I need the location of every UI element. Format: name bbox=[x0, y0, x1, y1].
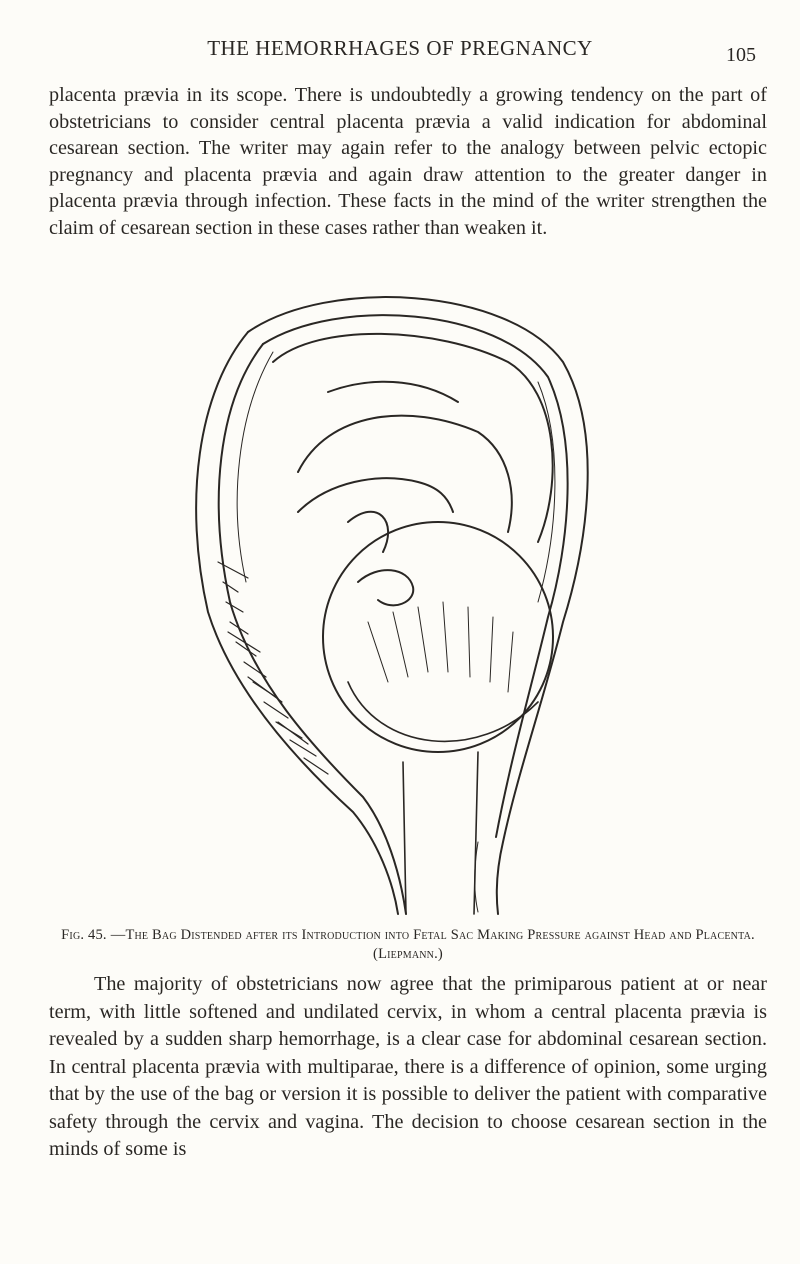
paragraph-bottom: The majority of obstetricians now agree that the primiparous patient at or near term, with little softened and undilated cervix, in whom a central placenta prævia is revealed by a sudden sharp hemorrhage, is a clear case for abdominal cesarean section. In central placenta prævia with multiparae, there is a difference of opinion, some urging that by the use of the bag or version it is possible to deliver the patient with comparative safety through the cervix and vagina. The decision to choose cesarean section in the minds of some is bbox=[49, 973, 767, 1160]
figure-label: Fig. 45. bbox=[61, 927, 107, 943]
fetus-body bbox=[273, 334, 553, 752]
figure-illustration bbox=[178, 282, 618, 922]
running-head: THE HEMORRHAGES OF PREGNANCY bbox=[207, 36, 593, 60]
figure-caption-text: —The Bag Distended after its Introduction into Fetal Sac Making Pressure against Head and Placenta. (Liepmann.) bbox=[110, 927, 755, 962]
paragraph-top: placenta prævia in its scope. There is undoubtedly a growing tendency on the part of obstetricians to consider central placenta prævia a valid indication for abdominal cesarean section. The writer may again refer to the analogy between pelvic ectopic pregnancy and placenta prævia and again draw attention to the greater danger in placenta prævia through infection. These facts in the mind of the writer strengthen the claim of cesarean section in these cases rather than weaken it. bbox=[49, 84, 767, 239]
bag-outline bbox=[348, 682, 538, 914]
figure-caption bbox=[49, 926, 767, 964]
page-number: 105 bbox=[726, 44, 756, 66]
